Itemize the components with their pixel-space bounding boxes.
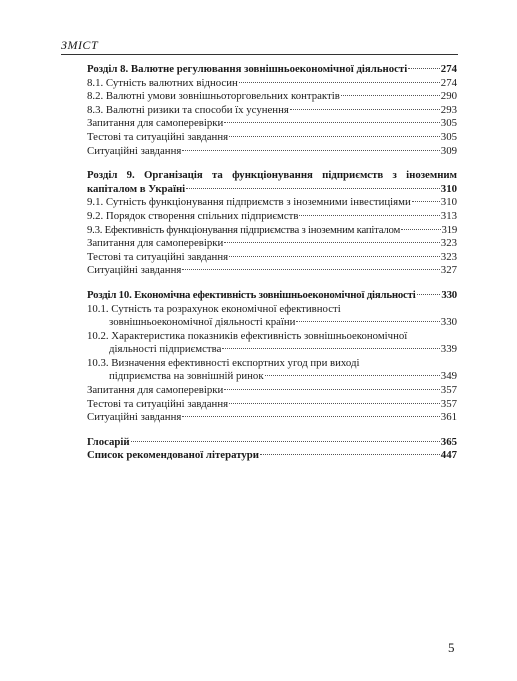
toc-entry[interactable]: 10.2. Характеристика показників ефективність зовнішньоекономічної діяльності підприємства 339 bbox=[87, 329, 457, 356]
toc-entry[interactable]: 8.1. Сутність валютних відносин 274 bbox=[87, 76, 457, 89]
toc-entry[interactable]: 10.3. Визначення ефективності експортних угод при виході підприємства на зовнішній ринок 349 bbox=[87, 356, 457, 383]
toc-entry[interactable]: 8.3. Валютні ризики та способи їх усунення 293 bbox=[87, 103, 457, 116]
dot-leader bbox=[290, 109, 440, 110]
dot-leader bbox=[412, 201, 440, 202]
toc-entry[interactable]: Запитання для самоперевірки 305 bbox=[87, 117, 457, 130]
toc-chapter-heading[interactable]: Розділ 8. Валютне регулювання зовнішньоекономічної діяльності 274 bbox=[87, 63, 457, 75]
dot-leader bbox=[131, 441, 440, 442]
dot-leader bbox=[229, 256, 440, 257]
dot-leader bbox=[417, 294, 441, 295]
dot-leader bbox=[265, 375, 440, 376]
dot-leader bbox=[341, 95, 440, 96]
toc-glossary[interactable]: Глосарій 365 bbox=[87, 435, 457, 448]
page-number: 5 bbox=[448, 640, 455, 655]
toc-section-10 bbox=[87, 289, 457, 425]
dot-leader bbox=[182, 416, 439, 417]
toc-entry[interactable]: 9.2. Порядок створення спільних підприємств 313 bbox=[87, 209, 457, 222]
toc-section-9 bbox=[87, 169, 457, 278]
toc-entry[interactable]: Ситуаційні завдання 309 bbox=[87, 144, 457, 157]
table-of-contents bbox=[87, 63, 457, 474]
header-divider bbox=[61, 54, 458, 55]
toc-entry[interactable]: Тестові та ситуаційні завдання 323 bbox=[87, 250, 457, 263]
toc-entry[interactable]: Запитання для самоперевірки 323 bbox=[87, 237, 457, 250]
toc-entry-continuation: підприємства на зовнішній ринок 349 bbox=[109, 370, 457, 383]
dot-leader bbox=[296, 321, 439, 322]
running-header: ЗМІСТ bbox=[61, 38, 99, 52]
toc-entry[interactable]: 9.1. Сутність функціонування підприємств з іноземними інвестиціями 310 bbox=[87, 196, 457, 209]
toc-entry-continuation: зовнішньоекономічної діяльності країни 330 bbox=[109, 316, 457, 329]
toc-entry[interactable]: Тестові та ситуаційні завдання 305 bbox=[87, 130, 457, 143]
dot-leader bbox=[182, 150, 439, 151]
dot-leader bbox=[224, 242, 440, 243]
dot-leader bbox=[408, 68, 440, 69]
toc-entry[interactable]: Ситуаційні завдання 361 bbox=[87, 411, 457, 424]
toc-entry[interactable]: Тестові та ситуаційні завдання 357 bbox=[87, 397, 457, 410]
toc-bibliography[interactable]: Список рекомендованої літератури 447 bbox=[87, 449, 457, 462]
dot-leader bbox=[182, 269, 439, 270]
toc-entry[interactable]: 8.2. Валютні умови зовнішньоторговельних контрактів 290 bbox=[87, 90, 457, 103]
dot-leader bbox=[224, 122, 440, 123]
dot-leader bbox=[222, 348, 439, 349]
toc-chapter-heading[interactable]: Розділ 10. Економічна ефективність зовнішньоекономічної діяльності 330 bbox=[87, 288, 457, 301]
toc-back-matter bbox=[87, 436, 457, 463]
dot-leader bbox=[260, 454, 440, 455]
toc-entry-continuation: діяльності підприємства 339 bbox=[109, 343, 457, 356]
toc-section-8 bbox=[87, 63, 457, 158]
dot-leader bbox=[229, 403, 440, 404]
dot-leader bbox=[224, 389, 440, 390]
dot-leader bbox=[229, 136, 440, 137]
toc-chapter-heading[interactable]: Розділ 9. Організація та функціонування підприємств з іноземним капіталом в Україні 310 bbox=[87, 169, 457, 195]
toc-chapter-heading-continuation: капіталом в Україні 310 bbox=[87, 182, 457, 195]
dot-leader bbox=[401, 229, 441, 230]
toc-entry[interactable]: 9.3. Ефективність функціонування підприємства з іноземним капіталом 319 bbox=[87, 223, 457, 236]
dot-leader bbox=[186, 188, 440, 189]
toc-entry[interactable]: Ситуаційні завдання 327 bbox=[87, 264, 457, 277]
dot-leader bbox=[299, 215, 439, 216]
dot-leader bbox=[239, 82, 440, 83]
toc-entry[interactable]: Запитання для самоперевірки 357 bbox=[87, 384, 457, 397]
toc-entry[interactable]: 10.1. Сутність та розрахунок економічної ефективності зовнішньоекономічної діяльності країни 330 bbox=[87, 302, 457, 329]
